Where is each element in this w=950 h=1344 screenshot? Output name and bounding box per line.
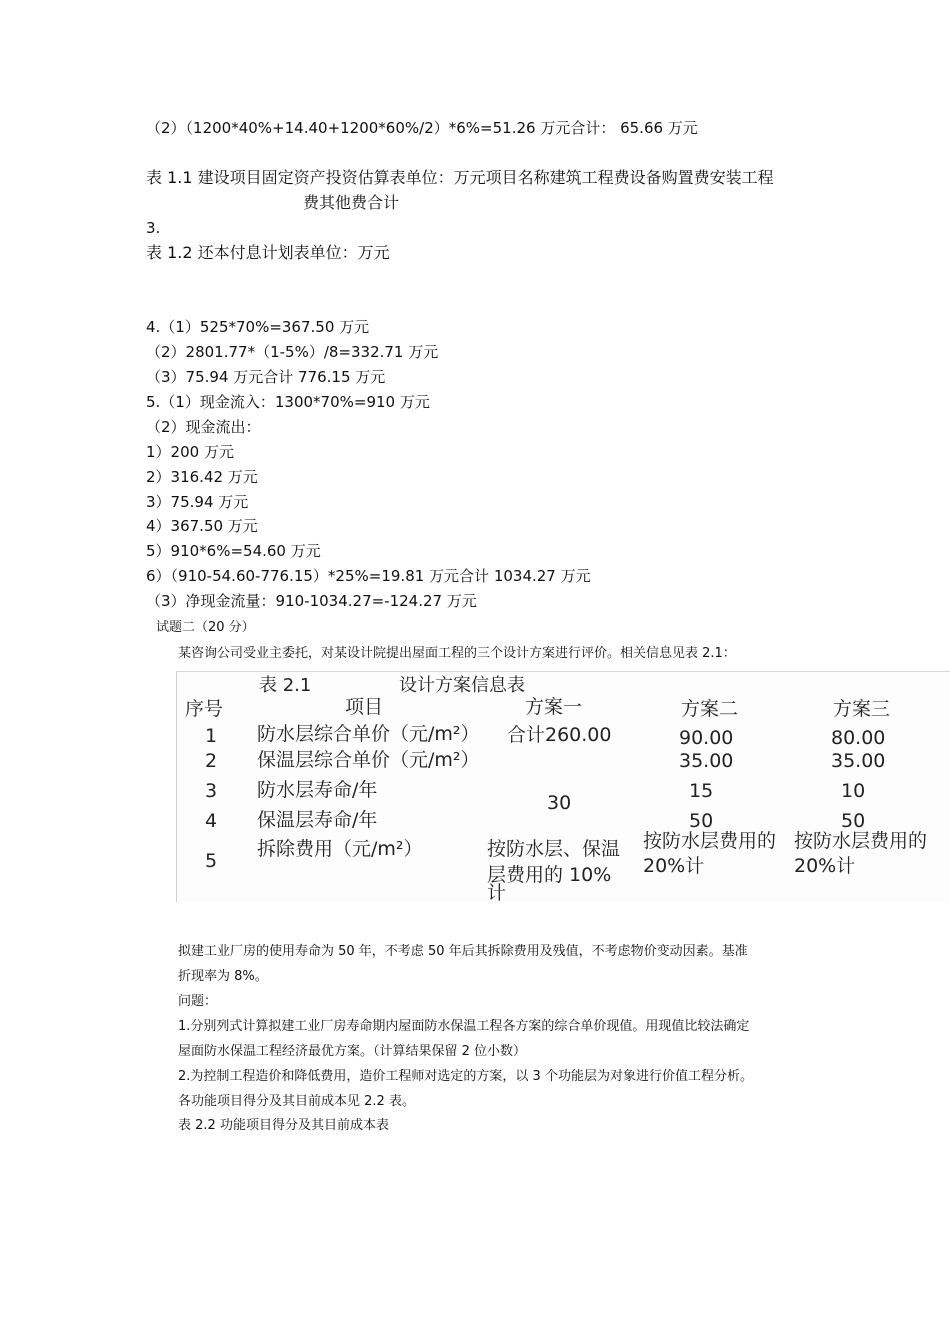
question-intro: 某咨询公司受业主委托，对某设计院提出屋面工程的三个设计方案进行评价。相关信息见表 2.1： xyxy=(178,646,736,661)
row-2-plan-2: 35.00 xyxy=(679,750,734,772)
row-5-plan-1-line-1: 按防水层、保温 xyxy=(487,838,621,860)
text-line: 3）75.94 万元 xyxy=(146,493,249,511)
text-line: （2）现金流出： xyxy=(146,418,261,436)
text-line: （2）（1200*40%+14.40+1200*60%/2）*6%=51.26 万元合计： 65.66 万元 xyxy=(146,119,698,137)
row-5-no: 5 xyxy=(205,850,218,872)
table-2-2-caption: 表 2.2 功能项目得分及其目前成本表 xyxy=(178,1118,389,1133)
row-1-plan-1: 合计260.00 xyxy=(507,724,612,746)
row-3-no: 3 xyxy=(205,780,218,802)
text-line: 5）910*6%=54.60 万元 xyxy=(146,542,321,560)
row-5-plan-2-line-1: 按防水层费用的 xyxy=(643,830,777,852)
row-2-no: 2 xyxy=(205,750,218,772)
header-seq: 序号 xyxy=(185,698,224,720)
row-4-plan-2: 50 xyxy=(689,810,714,832)
text-line: 1）200 万元 xyxy=(146,443,234,461)
row-1-plan-2: 90.00 xyxy=(679,727,734,749)
row-3-plan-2: 15 xyxy=(689,780,714,802)
item-number-3: 3. xyxy=(146,219,161,237)
row-5-item: 拆除费用（元/m²） xyxy=(257,838,423,860)
header-plan-1: 方案一 xyxy=(525,696,583,718)
text-line: 4）367.50 万元 xyxy=(146,517,258,535)
table-2-1-number: 表 2.1 xyxy=(259,675,312,696)
row-3-plan-1: 30 xyxy=(547,792,572,814)
header-plan-2: 方案二 xyxy=(681,698,739,720)
row-5-plan-1-line-3: 计 xyxy=(487,882,507,902)
row-5-plan-3-line-2: 20%计 xyxy=(794,855,856,877)
row-4-plan-3: 50 xyxy=(841,810,866,832)
text-line: 折现率为 8%。 xyxy=(178,969,268,984)
question-heading: 试题二（20 分） xyxy=(156,620,255,635)
row-5-plan-1-line-2: 层费用的 10% xyxy=(487,864,612,886)
text-line: 4.（1）525*70%=367.50 万元 xyxy=(146,318,370,336)
header-item: 项目 xyxy=(345,696,384,718)
text-line: （2）2801.77*（1-5%）/8=332.71 万元 xyxy=(146,343,439,361)
table-2-1-image xyxy=(176,671,950,902)
row-5-plan-2-line-2: 20%计 xyxy=(643,855,705,877)
row-1-no: 1 xyxy=(205,725,218,747)
question-2-cont: 各功能项目得分及其目前成本见 2.2 表。 xyxy=(178,1094,415,1109)
question-1: 1.分别列式计算拟建工业厂房寿命期内屋面防水保温工程各方案的综合单价现值。用现值比较法确定 xyxy=(178,1019,750,1034)
row-1-item: 防水层综合单价（元/m²） xyxy=(257,723,480,745)
question-1-cont: 屋面防水保温工程经济最优方案。（计算结果保留 2 位小数） xyxy=(178,1044,527,1059)
row-2-item: 保温层综合单价（元/m²） xyxy=(257,749,480,771)
text-line: 6）（910-54.60-776.15）*25%=19.81 万元合计 1034.27 万元 xyxy=(146,567,591,585)
text-line: 2）316.42 万元 xyxy=(146,468,258,486)
questions-label: 问题： xyxy=(178,994,218,1009)
row-1-plan-3: 80.00 xyxy=(831,727,886,749)
row-4-no: 4 xyxy=(205,810,218,832)
table-1-1-caption-cont: 费其他费合计 xyxy=(303,193,400,212)
row-4-item: 保温层寿命/年 xyxy=(257,809,378,831)
row-5-plan-3-line-1: 按防水层费用的 xyxy=(794,830,928,852)
table-1-1-caption: 表 1.1 建设项目固定资产投资估算表单位：万元项目名称建筑工程费设备购置费安装工程 xyxy=(146,168,774,187)
header-plan-3: 方案三 xyxy=(833,698,891,720)
table-1-2-caption: 表 1.2 还本付息计划表单位：万元 xyxy=(146,243,390,262)
row-3-item: 防水层寿命/年 xyxy=(257,779,378,801)
text-line: （3）75.94 万元合计 776.15 万元 xyxy=(146,368,386,386)
text-line: 5.（1）现金流入：1300*70%=910 万元 xyxy=(146,393,430,411)
row-3-plan-3: 10 xyxy=(841,780,866,802)
text-line: 拟建工业厂房的使用寿命为 50 年，不考虑 50 年后其拆除费用及残值，不考虑物价变动因素。基准 xyxy=(178,944,748,959)
text-line: （3）净现金流量：910-1034.27=-124.27 万元 xyxy=(146,592,477,610)
table-2-1-title: 设计方案信息表 xyxy=(399,675,525,696)
row-2-plan-3: 35.00 xyxy=(831,750,886,772)
question-2: 2.为控制工程造价和降低费用，造价工程师对选定的方案，以 3 个功能层为对象进行价值工程分析。 xyxy=(178,1069,753,1084)
